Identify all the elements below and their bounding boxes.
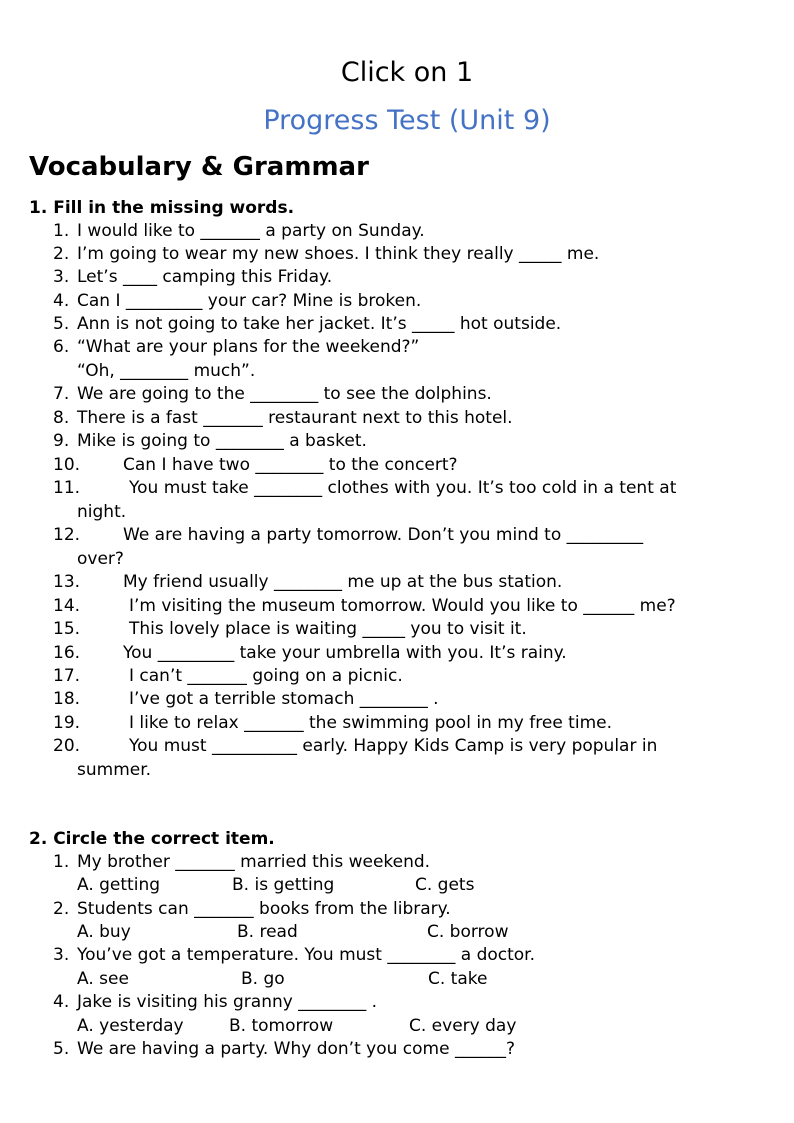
question-text: My friend usually ________ me up at the bus station. [123, 572, 563, 592]
question-number: 7. [53, 384, 70, 404]
question-text: I’ve got a terrible stomach ________ . [129, 689, 439, 709]
question-number: 10. [53, 455, 81, 475]
question-text-continued: night. [77, 502, 127, 522]
question-text: Can I _________ your car? Mine is broken. [77, 291, 422, 311]
question-text: Students can _______ books from the library. [77, 899, 451, 919]
question-number: 9. [53, 431, 70, 451]
question-number: 15. [53, 619, 81, 639]
answer-option-b[interactable]: B. go [241, 969, 285, 989]
question-text: You _________ take your umbrella with you. It’s rainy. [123, 643, 567, 663]
question-number: 8. [53, 408, 70, 428]
question-text: We are going to the ________ to see the dolphins. [77, 384, 492, 404]
question-number: 3. [53, 267, 70, 287]
exercise-1-title: 1. Fill in the missing words. [29, 198, 295, 218]
question-text-continued: summer. [77, 760, 152, 780]
answer-option-c[interactable]: C. take [428, 969, 488, 989]
question-number: 2. [53, 244, 70, 264]
question-text: Ann is not going to take her jacket. It’s _____ hot outside. [77, 314, 562, 334]
question-number: 1. [53, 852, 70, 872]
question-number: 5. [53, 314, 70, 334]
question-text: Mike is going to ________ a basket. [77, 431, 367, 451]
question-text: There is a fast _______ restaurant next to this hotel. [77, 408, 513, 428]
answer-option-c[interactable]: C. every day [409, 1016, 517, 1036]
question-text: You’ve got a temperature. You must ________ a doctor. [77, 945, 536, 965]
exercise-2-title: 2. Circle the correct item. [29, 829, 275, 849]
question-number: 1. [53, 221, 70, 241]
question-number: 6. [53, 337, 70, 357]
question-text-continued: “Oh, ________ much”. [77, 361, 256, 381]
answer-option-b[interactable]: B. tomorrow [229, 1016, 334, 1036]
question-text: I’m going to wear my new shoes. I think they really _____ me. [77, 244, 600, 264]
question-text: Let’s ____ camping this Friday. [77, 267, 333, 287]
question-number: 2. [53, 899, 70, 919]
answer-option-a[interactable]: A. see [77, 969, 129, 989]
section-heading: Vocabulary & Grammar [29, 152, 369, 182]
question-text: I can’t _______ going on a picnic. [129, 666, 403, 686]
answer-option-a[interactable]: A. getting [77, 875, 161, 895]
question-number: 16. [53, 643, 81, 663]
question-number: 4. [53, 992, 70, 1012]
answer-option-c[interactable]: C. gets [415, 875, 475, 895]
question-number: 13. [53, 572, 81, 592]
question-text: Can I have two ________ to the concert? [123, 455, 458, 475]
document-subtitle: Progress Test (Unit 9) [263, 105, 551, 136]
question-number: 12. [53, 525, 81, 545]
question-number: 3. [53, 945, 70, 965]
question-number: 11. [53, 478, 81, 498]
question-text: I’m visiting the museum tomorrow. Would you like to ______ me? [129, 596, 676, 616]
question-number: 14. [53, 596, 81, 616]
question-text: I would like to _______ a party on Sunday. [77, 221, 425, 241]
question-number: 19. [53, 713, 81, 733]
answer-option-a[interactable]: A. buy [77, 922, 131, 942]
question-text: You must __________ early. Happy Kids Camp is very popular in [129, 736, 658, 756]
question-text: This lovely place is waiting _____ you to visit it. [129, 619, 527, 639]
question-text: We are having a party. Why don’t you come ______? [77, 1039, 515, 1059]
question-text-continued: over? [77, 549, 124, 569]
answer-option-b[interactable]: B. is getting [232, 875, 335, 895]
document-title: Click on 1 [340, 57, 474, 88]
answer-option-c[interactable]: C. borrow [427, 922, 509, 942]
answer-option-a[interactable]: A. yesterday [77, 1016, 184, 1036]
question-number: 18. [53, 689, 81, 709]
question-text: Jake is visiting his granny ________ . [77, 992, 378, 1012]
question-text: You must take ________ clothes with you. It’s too cold in a tent at [129, 478, 677, 498]
answer-option-b[interactable]: B. read [237, 922, 298, 942]
question-text: My brother _______ married this weekend. [77, 852, 431, 872]
question-text: I like to relax _______ the swimming pool in my free time. [129, 713, 612, 733]
question-text: “What are your plans for the weekend?” [77, 337, 420, 357]
question-text: We are having a party tomorrow. Don’t you mind to _________ [123, 525, 644, 545]
question-number: 4. [53, 291, 70, 311]
question-number: 20. [53, 736, 81, 756]
question-number: 17. [53, 666, 81, 686]
question-number: 5. [53, 1039, 70, 1059]
